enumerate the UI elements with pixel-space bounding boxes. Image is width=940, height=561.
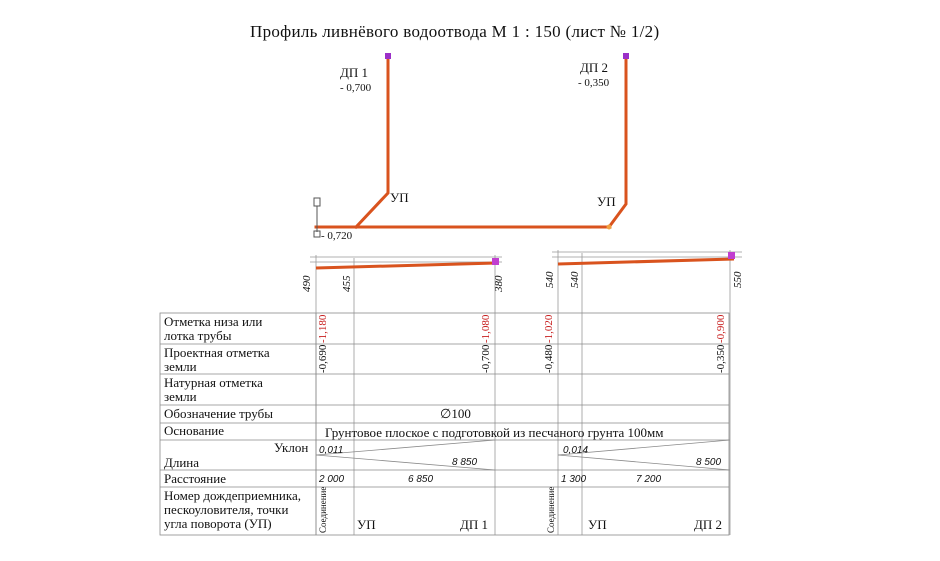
distance-1: 2 000 (319, 474, 345, 485)
distance-3: 1 300 (561, 474, 587, 485)
profile-left-pipe (316, 263, 496, 268)
ground-value-3: -0,480 (543, 344, 555, 373)
profile-right (552, 250, 742, 535)
row-label-slope: Уклон (274, 440, 309, 455)
row-label-natural-ground-text: Натурная отметка земли (164, 375, 263, 404)
up2-joint-icon (607, 225, 612, 230)
row-label-natural-ground (164, 376, 263, 404)
row-label-design-ground (164, 346, 270, 374)
profile-right-pipe (558, 259, 734, 264)
point-4: ДП 2 (694, 517, 723, 532)
ground-value-1: -0,690 (317, 344, 329, 373)
distance-2: 6 850 (408, 474, 434, 485)
drawing-title: Профиль ливнёвого водоотвода М 1 : 150 (лист № 1/2) (250, 22, 660, 41)
invert-value-3: -1,020 (543, 314, 555, 343)
distance-4: 7 200 (636, 474, 662, 485)
slope-left: 0,011 (319, 445, 344, 456)
start-connector-icon (314, 198, 320, 237)
point-1: УП (357, 517, 376, 532)
dp2-cap-icon (623, 53, 629, 59)
point-2: ДП 1 (460, 517, 489, 532)
connection-label-1: Соединение (318, 486, 328, 533)
start-mark: - 0,720 (321, 230, 353, 242)
profile-right-cap-icon (728, 252, 735, 259)
row-label-invert-text: Отметка низа или лотка трубы (164, 314, 263, 343)
ground-value-2: -0,700 (480, 344, 492, 373)
row-label-number (164, 489, 301, 531)
row-label-design-ground-text: Проектная отметка земли (164, 345, 270, 374)
row-label-number-text: Номер дождеприемника, пескоуловителя, точки угла поворота (УП) (164, 488, 302, 531)
dp1-cap-icon (385, 53, 391, 59)
invert-value-2: -1,080 (480, 314, 492, 343)
connection-label-2: Соединение (546, 486, 556, 533)
dp2-label: ДП 2 (580, 60, 609, 75)
dp1-mark: - 0,700 (340, 82, 372, 94)
point-3: УП (588, 517, 607, 532)
ground-value-4: -0,350 (715, 344, 727, 373)
dim-right-c: 550 (732, 271, 744, 288)
pipe-value: ∅100 (440, 406, 471, 421)
up1-label: УП (390, 190, 409, 205)
invert-value-4: -0,900 (715, 314, 727, 343)
row-label-base: Основание (164, 423, 225, 438)
up2-label: УП (597, 194, 616, 209)
dim-left-b: 455 (341, 275, 353, 292)
length-left: 8 850 (452, 457, 478, 468)
profile-left-cap-icon (492, 258, 499, 265)
base-value: Грунтовое плоское с подготовкой из песчаного грунта 100мм (325, 425, 664, 440)
dim-right-a: 540 (544, 271, 556, 288)
slope-right: 0,014 (563, 445, 589, 456)
profile-left (310, 255, 502, 535)
dim-right-b: 540 (569, 271, 581, 288)
row-label-pipe: Обозначение трубы (164, 406, 273, 421)
row-label-invert (164, 315, 262, 343)
row-label-length: Длина (164, 455, 200, 470)
length-right: 8 500 (696, 457, 722, 468)
dp1-label: ДП 1 (340, 65, 369, 80)
invert-value-1: -1,180 (317, 314, 329, 343)
dp2-mark: - 0,350 (578, 77, 610, 89)
dim-left-a: 490 (301, 275, 313, 292)
row-label-distance: Расстояние (164, 471, 226, 486)
dim-left-c: 380 (493, 275, 505, 292)
